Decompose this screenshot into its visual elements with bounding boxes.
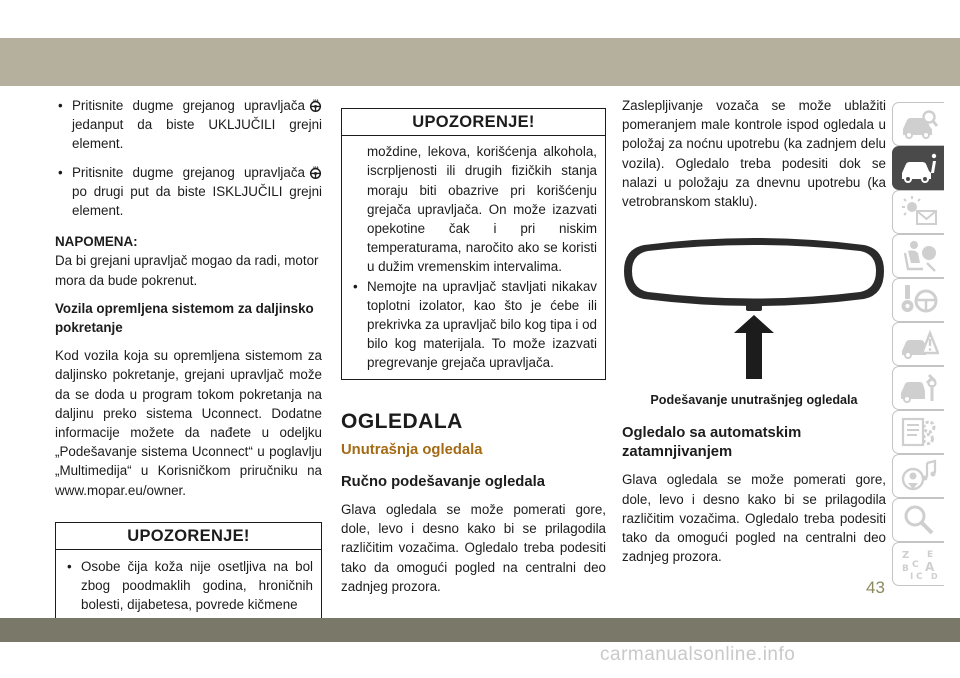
car-search-icon [899, 107, 939, 141]
remote-start-heading: Vozila opremljena sistemom za daljinsko pokretanje [55, 300, 314, 336]
bottom-band [0, 618, 960, 642]
auto-dimming-text: Glava ogledala se može pomerati gore, dole, levo i desno kako bi se prilagodila različitim vozačima. Ogledalo treba podesiti tako da omogući pogled na centralni deo zadnjeg prozora. [622, 472, 886, 565]
language-letters-icon [899, 547, 939, 581]
warning-title: UPOZORENJE! [56, 523, 321, 550]
figure-caption: Podešavanje unutrašnjeg ogledala [650, 393, 858, 408]
column-middle [341, 108, 606, 605]
auto-dimming-heading: Ogledalo sa automatskim zatamnjivanjem [622, 425, 802, 461]
tab-car-search[interactable] [892, 102, 944, 146]
tab-warning-lights[interactable] [892, 190, 944, 234]
bullet-text: Pritisnite dugme grejanog upravljača [72, 98, 305, 113]
top-band [0, 38, 960, 86]
rearview-mirror-icon [622, 233, 886, 385]
warning-body [56, 550, 321, 624]
car-tools-icon [899, 371, 939, 405]
tab-emergency[interactable] [892, 322, 944, 366]
tab-language[interactable] [892, 542, 944, 586]
svg-text:C: C [911, 560, 919, 570]
airbag-seat-icon [899, 239, 939, 273]
index-search-icon [899, 503, 939, 537]
column-right [622, 96, 886, 575]
svg-text:A: A [924, 560, 934, 574]
bullet-text-cont: jedanput da biste UKLJUČILI grejni element. [72, 117, 322, 152]
svg-text:C: C [915, 572, 923, 581]
tab-maintenance[interactable] [892, 410, 944, 454]
column-left [55, 96, 322, 625]
tab-index-search[interactable] [892, 498, 944, 542]
tab-airbag-seat[interactable] [892, 234, 944, 278]
warning-lights-mail-icon [899, 195, 939, 229]
tab-multimedia[interactable] [892, 454, 944, 498]
svg-text:B: B [901, 564, 909, 574]
warning-continued: moždine, lekova, korišćenja alkohola, iscrpljenosti ili drugih fizičkih stanja moraju biti obazrive pri korišćenju grejača upravljača. On može izazvati opekotine čak i pri niskim temperaturama, naročito ako se koristi u dužim vremenskim intervalima. [367, 144, 597, 275]
manual-adjust-text: Glava ogledala se može pomerati gore, dole, levo i desno kako bi se prilagodila različitim vozačima. Ogledalo treba podesiti tako da omogući pogled na centralni deo zadnjeg prozora. [341, 502, 606, 594]
tab-car-tools[interactable] [892, 366, 944, 410]
tab-key-steering[interactable] [892, 278, 944, 322]
remote-start-text: Kod vozila koja su opremljena sistemom za daljinsko pokretanje, grejani upravljač može da se doda u program tokom pokretanja na daljinu preko sistema Uconnect. Dodatne informacije možete da nađete u odeljku „Podešavanje sistema Uconnect“ u poglavlju „Multimedija“ u Korisničkom priručniku na www.mopar.eu/owner. [55, 348, 322, 498]
warning-box-middle [341, 108, 606, 380]
warning-body [342, 136, 605, 378]
car-info-icon [899, 151, 939, 185]
key-steering-icon [899, 283, 939, 317]
svg-text:E: E [926, 550, 933, 560]
warning-bullet: • Osobe čija koža nije osetljiva na bol zbog poodmaklih godina, hroničnih bolesti, dijabetesa, povrede kičmene [64, 557, 313, 615]
note-text: Da bi grejani upravljač mogao da radi, motor mora da bude pokrenut. [55, 253, 319, 288]
heated-wheel-icon [309, 99, 322, 112]
chapter-tabs [892, 102, 944, 586]
maintenance-gears-icon [899, 415, 939, 449]
subsection-title: Unutrašnja ogledala [341, 441, 483, 458]
manual-adjust-heading: Ručno podešavanje ogledala [341, 474, 545, 491]
warning-bullet: • Nemojte na upravljač stavljati nikakav toplotni izolator, kao što je ćebe ili prekrivka za upravljač bilo kog tipa i od bilo kog materijala. To može izazvati pregrevanje grejača upravljača. [350, 277, 597, 373]
bullet-press-twice [55, 163, 322, 221]
bullet-text: Pritisnite dugme grejanog upravljača [72, 164, 305, 180]
tab-car-info[interactable] [892, 146, 944, 190]
emergency-triangle-icon [899, 327, 939, 361]
glare-text: Zaslepljivanje vozača se može ublažiti pomeranjem male kontrole ispod ogledala u položaj za noćnu upotrebu (ka zadnjem delu vozila). Ogledalo treba podesiti dok se nalazi u položaju za dnevnu upotrebu (ka vetrobranskom staklu). [622, 98, 886, 210]
heated-wheel-icon [309, 166, 322, 179]
watermark-text: carmanualsonline.info [600, 644, 796, 665]
warning-box-left [55, 522, 322, 625]
mirror-illustration [622, 233, 886, 385]
page-number: 43 [866, 578, 885, 597]
svg-text:I: I [909, 572, 913, 581]
svg-text:D: D [930, 572, 938, 581]
bullet-press-once [55, 96, 322, 154]
bullet-text-cont: po drugi put da biste ISKLJUČILI grejni element. [72, 183, 322, 219]
svg-text:Z: Z [901, 550, 909, 561]
section-title: OGLEDALA [341, 409, 463, 433]
multimedia-music-icon [899, 459, 939, 493]
warning-title: UPOZORENJE! [342, 109, 605, 136]
note-title: NAPOMENA: [55, 234, 138, 250]
